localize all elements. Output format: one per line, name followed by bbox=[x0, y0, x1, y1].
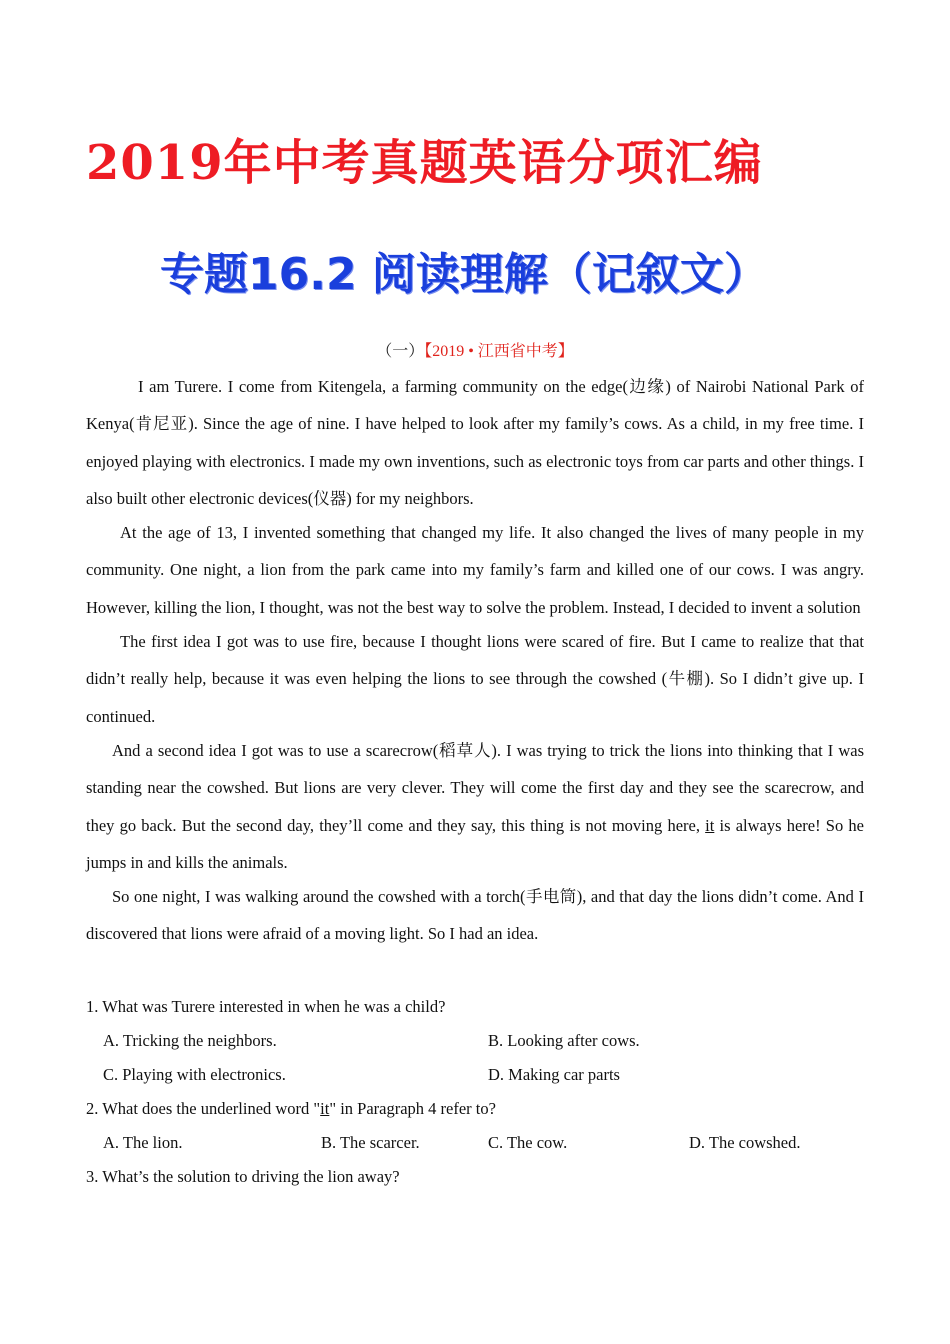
section-number: （一） bbox=[376, 343, 425, 360]
question-1-option-b[interactable]: B. Looking after cows. bbox=[488, 1031, 640, 1050]
underlined-word: it bbox=[705, 815, 715, 835]
question-1-options-row-2 bbox=[86, 1058, 864, 1092]
question-2-underlined-word: it bbox=[320, 1099, 330, 1118]
paragraph-4-text-end: is always here! So he jumps in and kills the animals. bbox=[86, 815, 864, 872]
question-2-options-row bbox=[86, 1126, 864, 1160]
question-2-stem bbox=[86, 1092, 864, 1126]
paragraph-5: So one night, I was walking around the cowshed with a torch(手电筒), and that day the lions didn’t come. And I discovered that lions were afraid of a moving light. So I had an idea. bbox=[86, 887, 864, 944]
source-tag: 【2019 • 江西省中考】 bbox=[424, 343, 574, 360]
question-2-stem-end: " in Paragraph 4 refer to? bbox=[329, 1099, 496, 1118]
question-3-stem: 3. What’s the solution to driving the lion away? bbox=[86, 1167, 400, 1186]
question-1-stem: 1. What was Turere interested in when he was a child? bbox=[86, 997, 446, 1016]
paragraph-1: I am Turere. I come from Kitengela, a farming community on the edge(边缘) of Nairobi National Park of Kenya(肯尼亚). Since the age of nine. I have helped to look after my family’s cows. As a child, in my free time. I enjoyed playing with electronics. I made my own inventions, such as electronic toys from car parts and other things. I also built other electronic devices(仪器) for my neighbors. bbox=[86, 377, 864, 508]
question-list bbox=[86, 990, 864, 1194]
question-2-option-d[interactable]: D. The cowshed. bbox=[689, 1133, 801, 1152]
question-2-option-b[interactable]: B. The scarcer. bbox=[321, 1133, 420, 1152]
question-1-option-a[interactable]: A. Tricking the neighbors. bbox=[103, 1031, 277, 1050]
paragraph-4 bbox=[86, 732, 864, 881]
paragraph-3: The first idea I got was to use fire, because I thought lions were scared of fire. But I came to realize that that didn’t really help, because it was even helping the lions to see through the cowshed (牛棚). So I didn’t give up. I continued. bbox=[86, 632, 864, 726]
question-1-options-row-1 bbox=[86, 1024, 864, 1058]
question-2-stem-start: 2. What does the underlined word " bbox=[86, 1099, 321, 1118]
paragraph-2: At the age of 13, I invented something that changed my life. It also changed the lives of many people in my community. One night, a lion from the park came into my family’s farm and killed one of our cows. I was angry. However, killing the lion, I thought, was not the best way to solve the problem. Instead, I decided to invent a solution bbox=[86, 523, 864, 617]
sub-title: 专题16.2 阅读理解（记叙文） bbox=[160, 249, 768, 300]
question-1-option-c[interactable]: C. Playing with electronics. bbox=[103, 1065, 286, 1084]
section-source bbox=[0, 340, 950, 364]
question-2-option-c[interactable]: C. The cow. bbox=[488, 1133, 568, 1152]
reading-passage bbox=[86, 368, 864, 950]
main-title: 2019年中考真题英语分项汇编 bbox=[86, 135, 763, 191]
question-1-option-d[interactable]: D. Making car parts bbox=[488, 1065, 620, 1084]
question-2-option-a[interactable]: A. The lion. bbox=[103, 1133, 183, 1152]
paragraph-4-text-start: And a second idea I got was to use a scarecrow(稻草人). I was trying to trick the lions into thinking that I was standing near the cowshed. But lions are very clever. They will come the first day and they see the scarecrow, and they go back. But the second day, they’ll come and they say, this thing is not moving here, bbox=[86, 740, 864, 835]
